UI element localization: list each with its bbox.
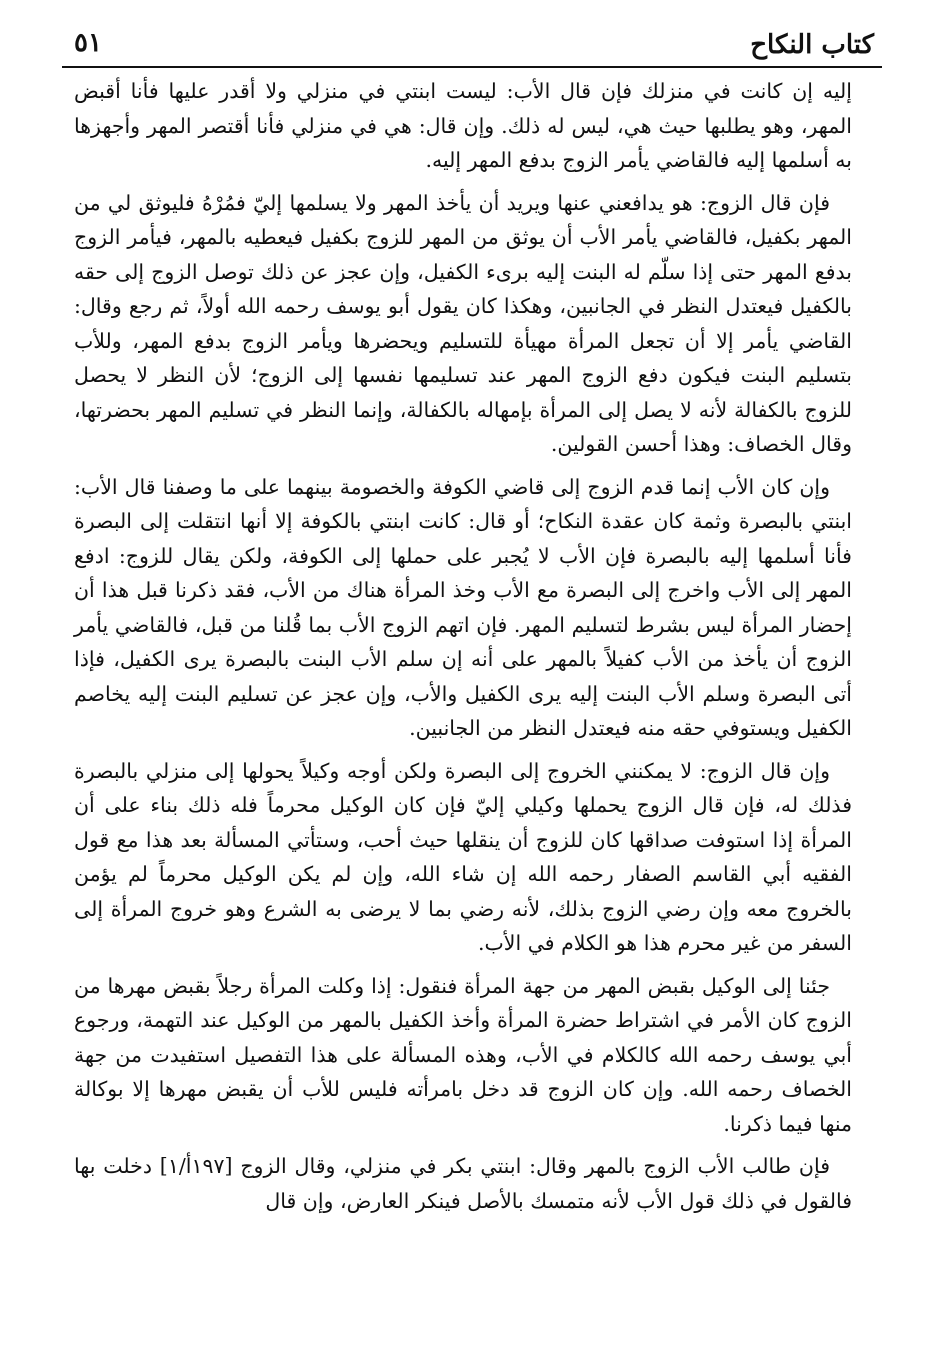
body-text xyxy=(74,74,852,1226)
running-title: كتاب النكاح xyxy=(750,30,874,60)
paragraph: وإن قال الزوج: لا يمكنني الخروج إلى البصرة ولكن أوجه وكيلاً يحولها إلى منزلي بالبصرة فذلك له، فإن قال الزوج يحملها وكيلي إليّ فإن كان الوكيل محرماً فله ذلك بناء على أن المرأة إذا استوفت صداقها كان للزوج أن ينقلها حيث أحب، وستأتي المسألة بعد هذا مع قول الفقيه أبي القاسم الصفار رحمه الله إن شاء الله، وإن لم يكن الوكيل محرماً لم يؤمن بالخروج معه وإن رضي الزوج بذلك، لأنه رضي بما لا يرضى به الشرع وهو خروج المرأة إلى السفر من غير محرم هذا هو الكلام في الأب. xyxy=(74,758,852,955)
paragraph: إليه إن كانت في منزلك فإن قال الأب: ليست ابنتي في منزلي ولا أقدر عليها فأنا أقبض المهر، وهو يطلبها حيث هي، ليس له ذلك. وإن قال: هي في منزلي فأنا أقتصر المهر وأجهزها به أسلمها إليه فالقاضي يأمر الزوج بدفع المهر إليه. xyxy=(74,79,852,172)
page-header xyxy=(62,18,882,68)
paragraph: وإن كان الأب إنما قدم الزوج إلى قاضي الكوفة والخصومة بينهما على ما وصفنا قال الأب: ابنتي بالبصرة وثمة كان عقدة النكاح؛ أو قال: كانت ابنتي بالكوفة إلا أنها انتقلت إلى البصرة فأنا أسلمها إليه بالبصرة فإن الأب لا يُجبر على حملها إلى الكوفة، ولكن يقال للزوج: ادفع المهر إلى الأب واخرج إلى البصرة مع الأب وخذ المرأة هناك من الأب، فقد ذكرنا قبل هذا أن إحضار المرأة ليس بشرط لتسليم المهر. فإن اتهم الزوج الأب بما قُلنا من قبل، فالقاضي يأمر الزوج أن يأخذ من الأب كفيلاً بالمهر على أنه إن سلم الأب البنت بالبصرة يرى الكفيل، فإذا أتى البصرة وسلم الأب البنت إليه يرى الكفيل والأب، وإن عجز عن تسليم البنت إليه يخاصم الكفيل ويستوفي حقه منه فيعتدل النظر من الجانبين. xyxy=(74,474,852,740)
page-number: ٥١ xyxy=(74,28,102,58)
paragraph: جئنا إلى الوكيل بقبض المهر من جهة المرأة فنقول: إذا وكلت المرأة رجلاً بقبض مهرها من الزوج كان الأمر في اشتراط حضرة المرأة وأخذ الكفيل بالمهر من الوكيل عند التهمة، ورجوع أبي يوسف رحمه الله كالكلام في الأب، وهذه المسألة على هذا التفصيل استفيدت من جهة الخصاف رحمه الله. وإن كان الزوج قد دخل بامرأته فليس للأب أن يقبض مهرها إلا بوكالة منها فيما ذكرنا. xyxy=(74,973,852,1136)
paragraph: فإن قال الزوج: هو يدافعني عنها ويريد أن يأخذ المهر ولا يسلمها إليّ فمُرْهُ فليوثق لي من المهر بكفيل، فالقاضي يأمر الأب أن يوثق من المهر للزوج بكفيل فيعطيه بالمهر، فيأمر الزوج بدفع المهر حتى إذا سلّم له البنت إليه برىء الكفيل، وإن عجز عن ذلك توصل الزوج إلى حقه بالكفيل فيعتدل النظر في الجانبين، وهكذا كان يقول أبو يوسف رحمه الله أولاً، ثم رجع وقال: القاضي يأمر إلا أن تجعل المرأة مهيأة للتسليم ويحضرها ويأمر الزوج بدفع المهر، وللأب بتسليم البنت فيكون دفع الزوج المهر عند تسليمها نفسها إلى الزوج؛ لأن النظر لا يحصل للزوج بالكفالة لأنه لا يصل إلى المرأة بإمهاله بالكفالة، وإنما النظر في تسليم المهر بحضرتها، وقال الخصاف: وهذا أحسن القولين. xyxy=(74,190,852,456)
paragraph: فإن طالب الأب الزوج بالمهر وقال: ابنتي بكر في منزلي، وقال الزوج [١٩٧أ/١] دخلت بها فالقول في ذلك قول الأب لأنه متمسك بالأصل فينكر العارض، وإن قال xyxy=(74,1154,852,1213)
